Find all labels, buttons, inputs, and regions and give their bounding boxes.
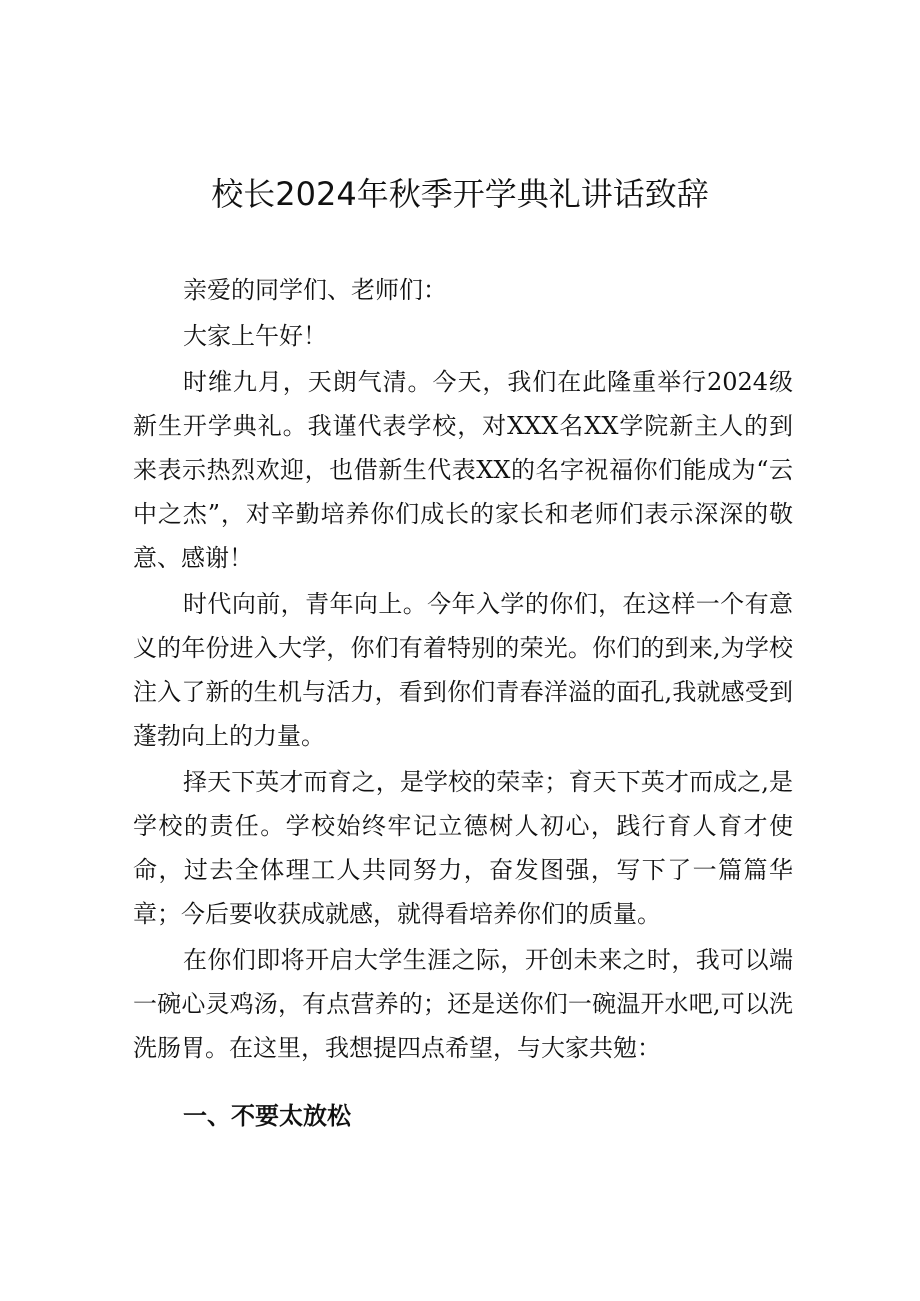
document-title: 校长2024年秋季开学典礼讲话致辞 <box>211 175 709 213</box>
paragraph: 择天下英才而育之，是学校的荣幸；育天下英才而成之,是学校的责任。学校始终牢记立德树人初心，践行育人育才使命，过去全体理工人共同努力，奋发图强，写下了一篇篇华章；今后要收获成就感，就得看培养你们的质量。 <box>133 768 793 928</box>
paragraph: 时维九月，天朗气清。今天，我们在此隆重举行2024级新生开学典礼。我谨代表学校，对XXX名XX学院新主人的到来表示热烈欢迎，也借新生代表XX的名字祝福你们能成为“云中之杰”，对辛勤培养你们成长的家长和老师们表示深深的敬意、感谢！ <box>133 368 793 572</box>
greeting: 大家上午好！ <box>183 322 327 350</box>
paragraph: 在你们即将开启大学生涯之际，开创未来之时，我可以端一碗心灵鸡汤，有点营养的；还是送你们一碗温开水吧,可以洗洗肠胃。在这里，我想提四点希望，与大家共勉： <box>133 946 793 1062</box>
document-body <box>133 268 793 1138</box>
salutation: 亲爱的同学们、老师们： <box>183 276 447 304</box>
section-heading: 一、不要太放松 <box>183 1102 351 1130</box>
paragraph: 时代向前，青年向上。今年入学的你们，在这样一个有意义的年份进入大学，你们有着特别的荣光。你们的到来,为学校注入了新的生机与活力，看到你们青春洋溢的面孔,我就感受到蓬勃向上的力量。 <box>133 590 793 750</box>
